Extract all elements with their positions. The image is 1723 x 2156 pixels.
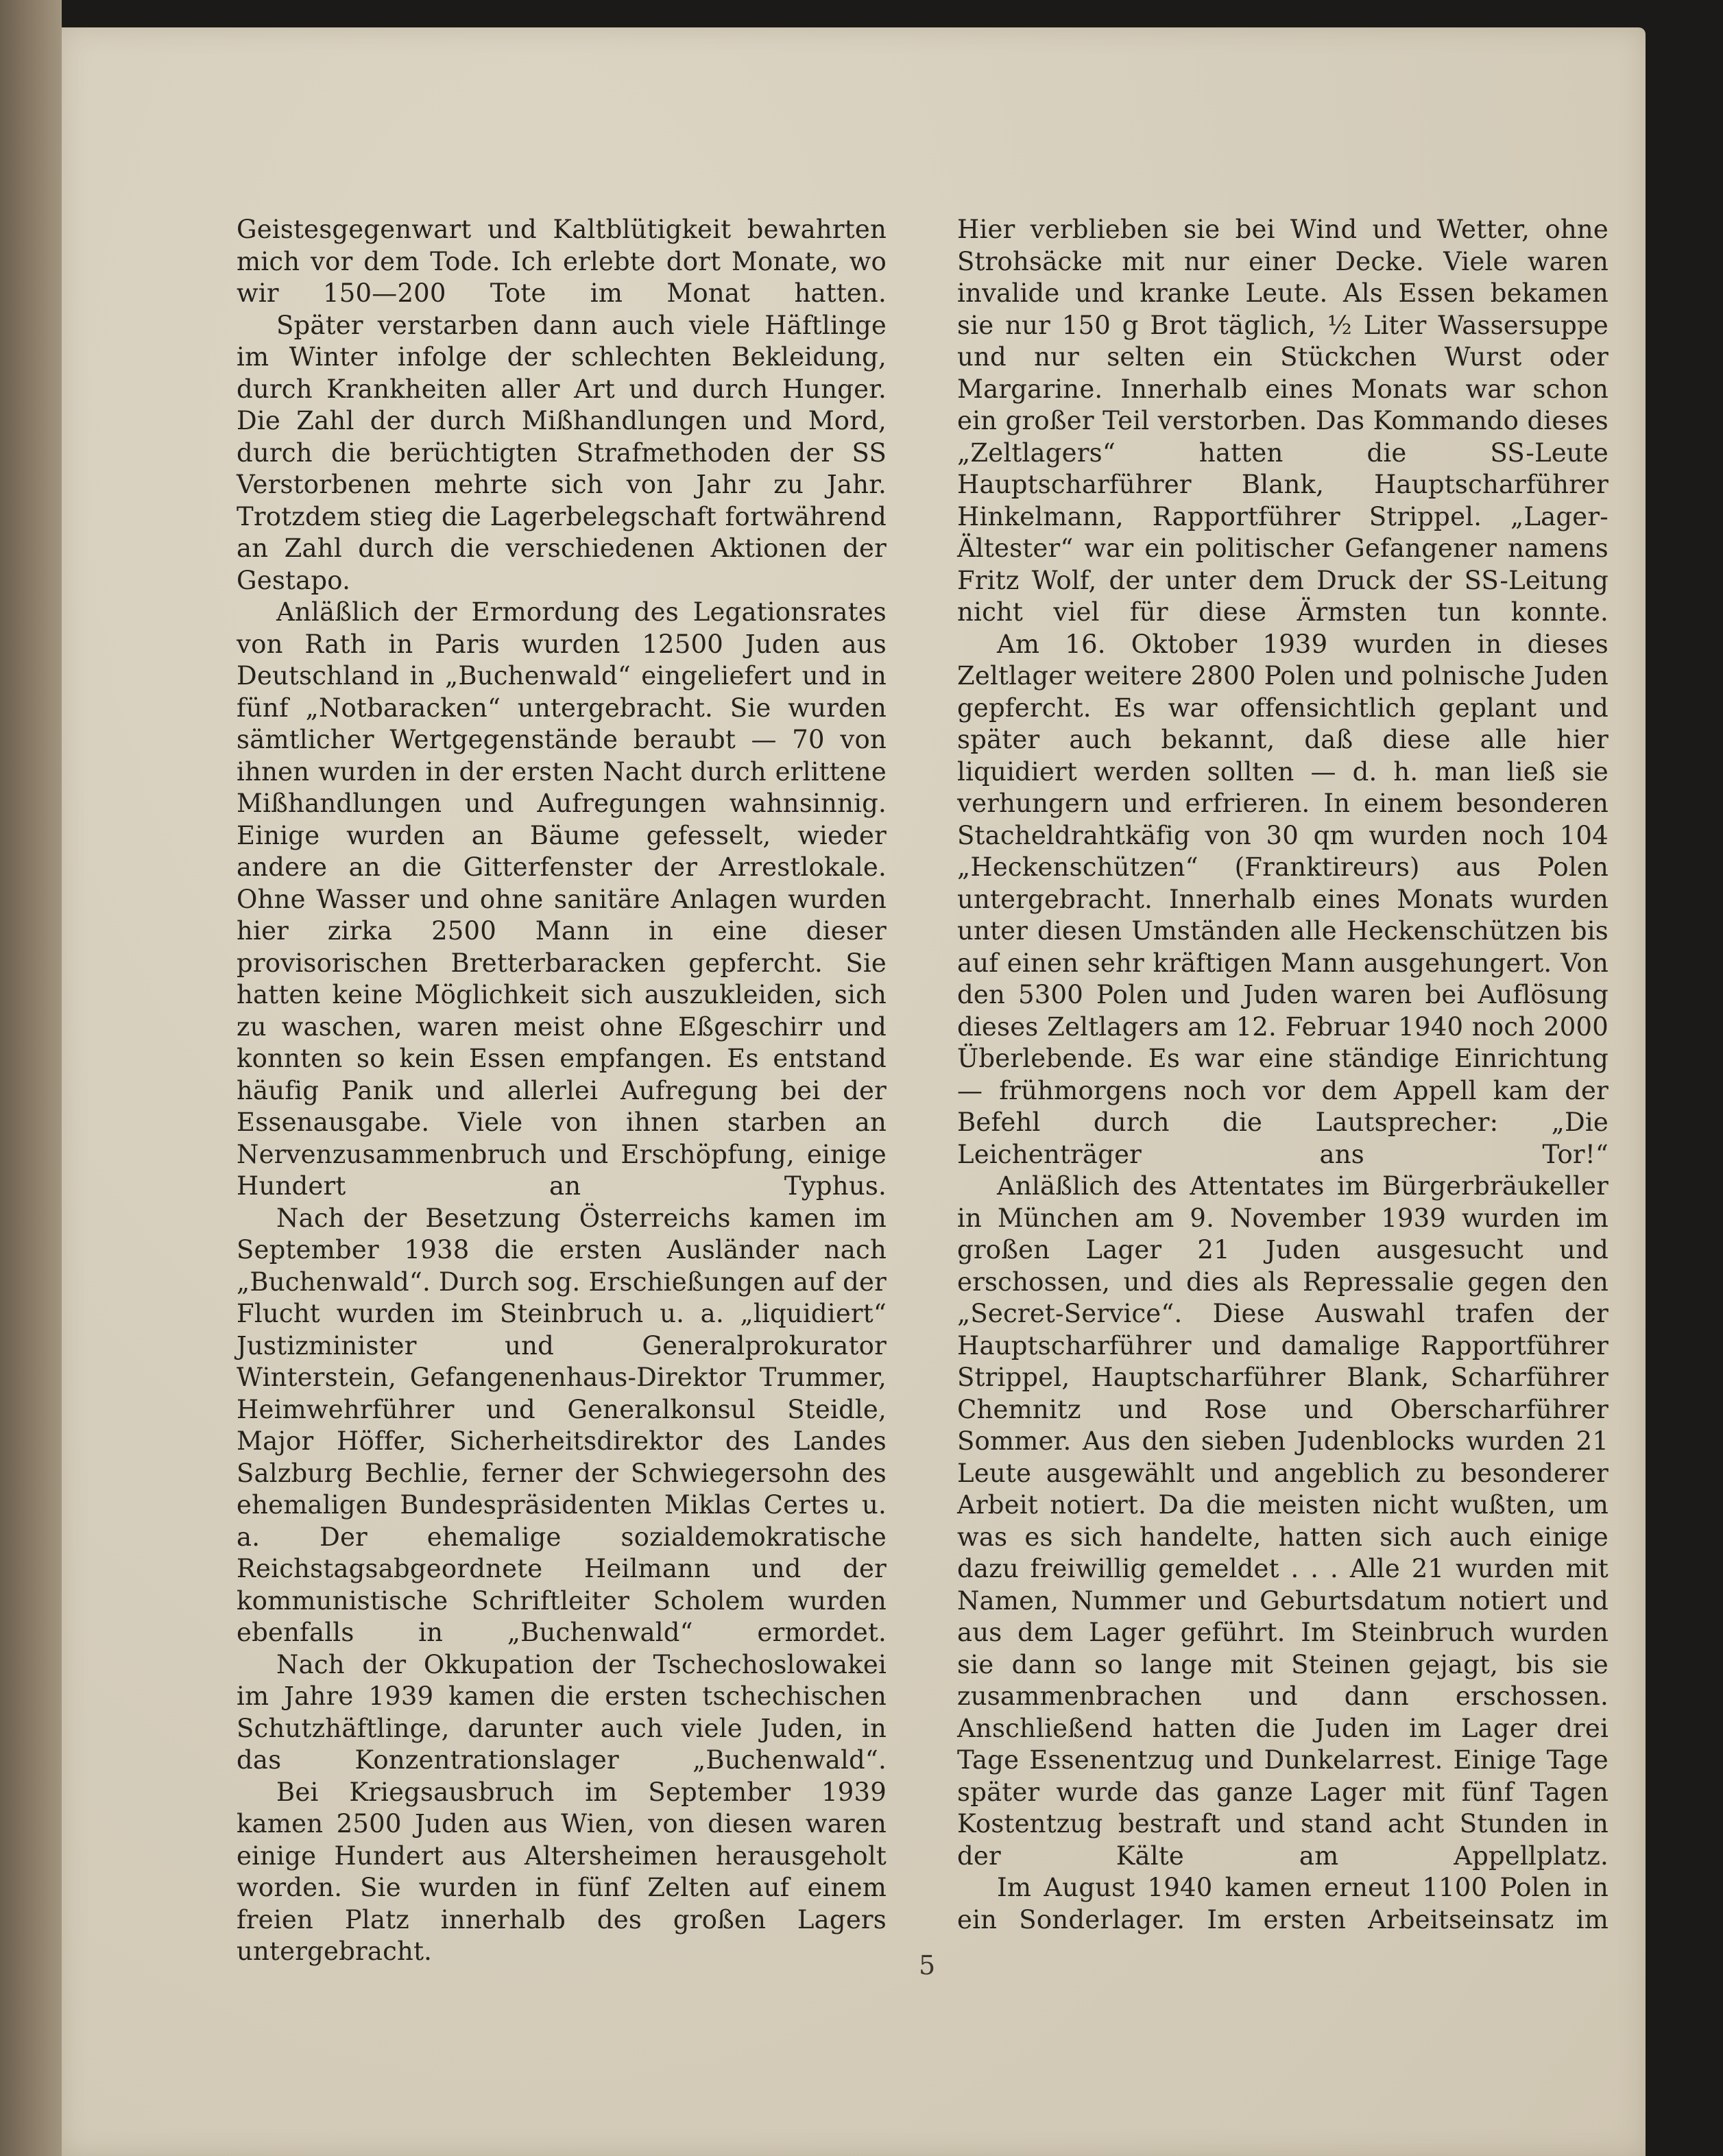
right-text-column [957, 214, 1608, 1936]
paragraph: Anläßlich des Attentates im Bürgerbräukeller in München am 9. November 1939 wurden im großen Lager 21 Juden ausgesucht und erschossen, und dies als Repressalie gegen den „Secret-Service“. Diese Auswahl trafen der Hauptscharführer und damalige Rapportführer Strippel, Hauptscharführer Blank, Scharführer Chemnitz und Rose und Oberscharführer Sommer. Aus den sieben Judenblocks wurden 21 Leute ausgewählt und angeblich zu besonderer Arbeit notiert. Da die meisten nicht wußten, um was es sich handelte, hatten sich auch einige dazu freiwillig gemeldet . . . Alle 21 wurden mit Namen, Nummer und Geburtsdatum notiert und aus dem Lager geführt. Im Steinbruch wurden sie dann so lange mit Steinen gejagt, bis sie zusammenbrachen und dann erschossen. Anschließend hatten die Juden im Lager drei Tage Essenentzug und Dunkelarrest. Einige Tage später wurde das ganze Lager mit fünf Tagen Kostentzug bestraft und stand acht Stunden in der Kälte am Appellplatz. [957, 1171, 1608, 1871]
paragraph: Hier verblieben sie bei Wind und Wetter, ohne Strohsäcke mit nur einer Decke. Viele waren invalide und kranke Leute. Als Essen bekamen sie nur 150 g Brot täglich, ½ Liter Wassersuppe und nur selten ein Stückchen Wurst oder Margarine. Innerhalb eines Monats war schon ein großer Teil verstorben. Das Kommando dieses „Zeltlagers“ hatten die SS-Leute Hauptscharführer Blank, Hauptscharführer Hinkelmann, Rapportführer Strippel. „Lager-Ältester“ war ein politischer Gefangener namens Fritz Wolf, der unter dem Druck der SS-Leitung nicht viel für diese Ärmsten tun konnte. [957, 215, 1608, 627]
page-number: 5 [919, 1950, 936, 1980]
paragraph: Bei Kriegsausbruch im September 1939 kamen 2500 Juden aus Wien, von diesen waren einige Hundert aus Altersheimen herausgeholt worden. Sie wurden in fünf Zelten auf einem freien Platz innerhalb des großen Lagers untergebracht. [237, 1777, 887, 1966]
paragraph: Geistesgegenwart und Kaltblütigkeit bewahrten mich vor dem Tode. Ich erlebte dort Monate, wo wir 150—200 Tote im Monat hatten. [237, 215, 887, 308]
paragraph: Im August 1940 kamen erneut 1100 Polen in ein Sonderlager. Im ersten Arbeitseinsatz im [957, 1873, 1608, 1935]
paragraph: Anläßlich der Ermordung des Legationsrates von Rath in Paris wurden 12500 Juden aus Deutschland in „Buchenwald“ eingeliefert und in fünf „Notbaracken“ untergebracht. Sie wurden sämtlicher Wertgegenstände beraubt — 70 von ihnen wurden in der ersten Nacht durch erlittene Mißhandlungen und Aufregungen wahnsinnig. Einige wurden an Bäume gefesselt, wieder andere an die Gitterfenster der Arrestlokale. Ohne Wasser und ohne sanitäre Anlagen wurden hier zirka 2500 Mann in eine dieser provisorischen Bretterbaracken gepfercht. Sie hatten keine Möglichkeit sich auszukleiden, sich zu waschen, waren meist ohne Eßgeschirr und konnten so kein Essen empfangen. Es entstand häufig Panik und allerlei Aufregung bei der Essenausgabe. Viele von ihnen starben an Nervenzusammenbruch und Erschöpfung, einige Hundert an Typhus. [237, 597, 887, 1201]
paragraph: Nach der Okkupation der Tschechoslowakei im Jahre 1939 kamen die ersten tschechischen Schutzhäftlinge, darunter auch viele Juden, in das Konzentrationslager „Buchenwald“. [237, 1649, 887, 1775]
paragraph: Später verstarben dann auch viele Häftlinge im Winter infolge der schlechten Bekleidung, durch Krankheiten aller Art und durch Hunger. Die Zahl der durch Mißhandlungen und Mord, durch die berüchtigten Strafmethoden der SS Verstorbenen mehrte sich von Jahr zu Jahr. Trotzdem stieg die Lagerbelegschaft fortwährend an Zahl durch die verschiedenen Aktionen der Gestapo. [237, 310, 887, 595]
left-text-column [237, 214, 887, 1968]
book-binding [0, 0, 62, 2156]
paragraph: Nach der Besetzung Österreichs kamen im September 1938 die ersten Ausländer nach „Buchenwald“. Durch sog. Erschießungen auf der Flucht wurden im Steinbruch u. a. „liquidiert“ Justizminister und Generalprokurator Winterstein, Gefangenenhaus-Direktor Trummer, Heimwehrführer und Generalkonsul Steidle, Major Höffer, Sicherheitsdirektor des Landes Salzburg Bechlie, ferner der Schwiegersohn des ehemaligen Bundespräsidenten Miklas Certes u. a. Der ehemalige sozialdemokratische Reichstagsabgeordnete Heilmann und der kommunistische Schriftleiter Scholem wurden ebenfalls in „Buchenwald“ ermordet. [237, 1203, 887, 1647]
paragraph: Am 16. Oktober 1939 wurden in dieses Zeltlager weitere 2800 Polen und polnische Juden gepfercht. Es war offensichtlich geplant und später auch bekannt, daß diese alle hier liquidiert werden sollten — d. h. man ließ sie verhungern und erfrieren. In einem besonderen Stacheldrahtkäfig von 30 qm wurden noch 104 „Heckenschützen“ (Franktireurs) aus Polen untergebracht. Innerhalb eines Monats wurden unter diesen Umständen alle Heckenschützen bis auf einen sehr kräftigen Mann ausgehungert. Von den 5300 Polen und Juden waren bei Auflösung dieses Zeltlagers am 12. Februar 1940 noch 2000 Überlebende. Es war eine ständige Einrichtung — frühmorgens noch vor dem Appell kam der Befehl durch die Lautsprecher: „Die Leichenträger ans Tor!“ [957, 629, 1608, 1169]
